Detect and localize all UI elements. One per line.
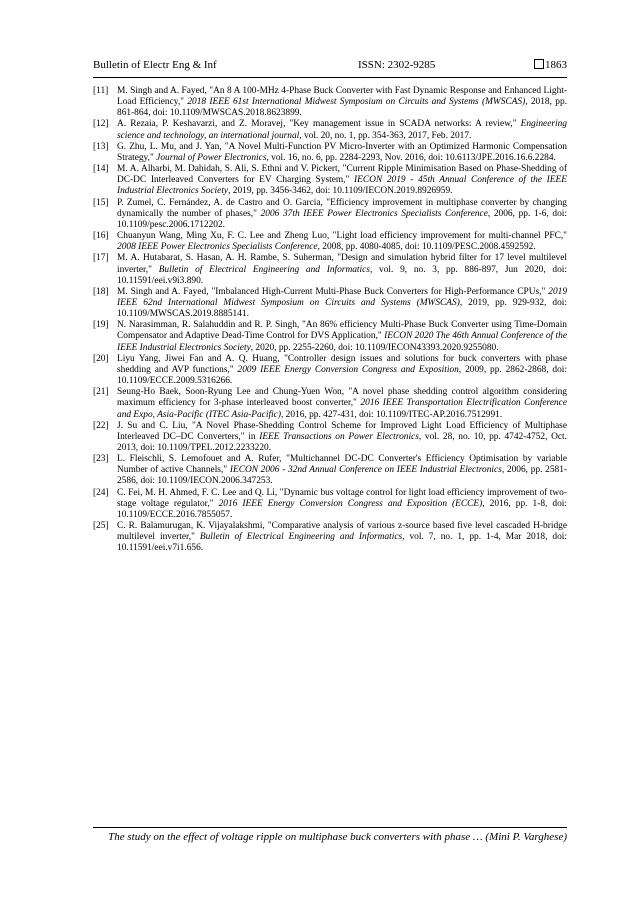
reference-item <box>93 164 567 197</box>
reference-details: , 2008, pp. 4080-4085, doi: 10.1109/PESC.2008.4592592. <box>317 242 536 253</box>
reference-details: , 2009, pp. 2862-2868, doi: 10.1109/ECCE.2009.5316266. <box>117 364 567 387</box>
reference-number: [12] <box>93 119 109 130</box>
reference-authors-title: M. Singh and A. Fayed, "An 8 A 100-MHz 4-Phase Buck Converter with Fast Dynamic Response and Enhanced Light-Load Efficiency," <box>117 86 567 108</box>
issn: ISSN: 2302-9285 <box>358 59 436 71</box>
reference-item <box>93 86 567 119</box>
reference-venue: 2006 37th IEEE Power Electronics Specialists Conference <box>260 208 488 219</box>
reference-venue: 2016 IEEE Transportation Electrification Conference and Expo, Asia-Pacific (ITEC Asia-Pacific) <box>117 398 567 420</box>
reference-authors-title: N. Narasimman, R. Salahuddin and R. P. Singh, "An 86% efficiency Multi-Phase Buck Converter using Time-Domain Compensator and Adaptive Dead-Time Control for DVS Application," <box>117 320 567 342</box>
reference-authors-title: Liyu Yang, Jiwei Fan and A. Q. Huang, "Controller design issues and solutions for buck converters with phase shedding and AVP functions," <box>117 353 567 375</box>
reference-authors-title: C. R. Balamurugan, K. Vijayalakshmi, "Comparative analysis of various z-source based five level cascaded H-bridge multilevel inverter," <box>117 521 567 543</box>
reference-number: [11] <box>93 86 109 96</box>
reference-authors-title: M. A. Hutabarat, S. Hasan, A. H. Rambe, S. Suherman, "Design and simulation hybrid filter for 17 level multilevel inverter," <box>117 253 567 275</box>
reference-number: [13] <box>93 141 109 152</box>
reference-item <box>93 198 567 231</box>
reference-list <box>93 86 567 555</box>
reference-details: , 2006, pp. 1-6, doi: 10.1109/pesc.2006.1712202. <box>117 208 568 230</box>
reference-item <box>93 421 567 454</box>
reference-authors-title: A. Rezaia, P. Keshavarzi, and Z. Moravej, "Key management issue in SCADA networks: A review," <box>117 119 521 130</box>
reference-number: [18] <box>93 286 109 297</box>
page-header <box>93 57 567 78</box>
reference-item <box>93 354 567 387</box>
reference-item <box>93 119 567 141</box>
reference-authors-title: L. Fleischli, S. Lemofouet and A. Rufer, "Multichannel DC-DC Converter's Efficiency Optimisation by variable Number of active Channels," <box>117 454 567 476</box>
reference-venue: IECON 2019 - 45th Annual Conference of the IEEE Industrial Electronics Society <box>117 175 567 197</box>
reference-item <box>93 253 567 286</box>
reference-details: , vol. 7, no. 1, pp. 1-4, Mar 2018, doi: 10.11591/eei.v7i1.656. <box>117 532 567 554</box>
reference-item <box>93 231 567 253</box>
reference-details: , vol. 20, no. 1, pp. 354-363, 2017, Feb. 2017. <box>299 130 472 141</box>
reference-number: [17] <box>93 253 109 264</box>
reference-venue: Engineering science and technology, an international journal <box>117 119 567 141</box>
reference-authors-title: M. A. Alharbi, M. Dahidah, S. Ali, S. Ethni and V. Pickert, "Current Ripple Minimisation Based on Phase-Shedding of DC-DC Interleaved Converters for EV Charging System," <box>117 164 567 186</box>
reference-venue: 2018 IEEE 61st International Midwest Symposium on Circuits and Systems (MWSCAS) <box>187 97 526 108</box>
reference-item <box>93 521 567 554</box>
reference-authors-title: Chuanyun Wang, Ming Xu, F. C. Lee and Zheng Luo, "Light load efficiency improvement for multi-channel PFC," <box>117 231 567 242</box>
reference-details: , vol. 16, no. 6, pp. 2284-2293, Nov. 2016, doi: 10.6113/JPE.2016.16.6.2284. <box>266 152 556 163</box>
reference-venue: Bulletin of Electrical Engineering and Informatics <box>199 532 403 543</box>
page-number-block <box>534 59 567 71</box>
reference-authors-title: M. Singh and A. Fayed, "Imbalanced High-Current Multi-Phase Buck Converters for High-Performance CPUs," <box>117 286 549 297</box>
reference-venue: 2009 IEEE Energy Conversion Congress and Exposition <box>237 364 459 375</box>
page-footer <box>93 827 567 843</box>
reference-number: [22] <box>93 420 109 431</box>
reference-authors-title: Seung-Ho Baek, Soon-Ryung Lee and Chung-Yuen Won, "A novel phase shedding control algorithm considering maximum efficiency for 3-phase interleaved boost converter," <box>117 387 567 409</box>
reference-venue: 2016 IEEE Energy Conversion Congress and Exposition (ECCE) <box>218 498 483 509</box>
reference-details: , 2019, pp. 929-932, doi: 10.1109/MWSCAS.2019.8885141. <box>117 297 567 320</box>
reference-venue: IECON 2006 - 32nd Annual Conference on IEEE Industrial Electronics <box>229 465 502 476</box>
reference-number: [14] <box>93 164 109 175</box>
reference-number: [21] <box>93 387 109 398</box>
reference-number: [24] <box>93 487 109 498</box>
reference-venue: 2019 IEEE 62nd International Midwest Symposium on Circuits and Systems (MWSCAS) <box>117 286 567 308</box>
reference-authors-title: G. Zhu, L. Mu, and J. Yan, "A Novel Multi-Function PV Micro-Inverter with an Optimized Harmonic Compensation Strategy," <box>117 141 567 163</box>
reference-item <box>93 142 567 164</box>
reference-details: , 2020, pp. 2255-2260, doi: 10.1109/IECON43393.2020.9255080. <box>250 342 499 353</box>
reference-number: [15] <box>93 197 109 208</box>
reference-details: , 2018, pp. 861-864, doi: 10.1109/MWSCAS.2018.8623899. <box>117 97 567 119</box>
reference-details: , 2006, pp. 2581-2586, doi: 10.1109/IECON.2006.347253. <box>117 465 568 487</box>
reference-number: [19] <box>93 320 109 331</box>
journal-name: Bulletin of Electr Eng & Inf <box>93 59 217 71</box>
reference-venue: Journal of Power Electronics <box>156 152 267 163</box>
page-number: 1863 <box>545 59 567 71</box>
reference-number: [23] <box>93 454 109 465</box>
reference-details: , vol. 28, no. 10, pp. 4742-4752, Oct. 2013, doi: 10.1109/TPEL.2012.2233220. <box>117 431 568 453</box>
reference-details: , 2019, pp. 3456-3462, doi: 10.1109/IECON.2019.8926959. <box>228 186 453 197</box>
reference-item <box>93 287 567 320</box>
footer-text: The study on the effect of voltage ripple on multiphase buck converters with phase … (Mini P. Varghese) <box>108 831 567 843</box>
reference-venue: Bulletin of Electrical Engineering and Informatics <box>158 264 370 275</box>
square-icon <box>534 59 544 69</box>
reference-number: [25] <box>93 521 109 532</box>
reference-item <box>93 320 567 353</box>
reference-venue: IEEE Transactions on Power Electronics <box>259 431 419 442</box>
reference-authors-title: C. Fei, M. H. Ahmed, F. C. Lee and Q. Li, "Dynamic bus voltage control for light load efficiency improvement of two-stage voltage regulator," <box>117 487 567 509</box>
reference-number: [16] <box>93 231 109 242</box>
reference-venue: 2008 IEEE Power Electronics Specialists Conference <box>117 242 318 253</box>
reference-item <box>93 488 567 521</box>
reference-number: [20] <box>93 353 109 364</box>
reference-item <box>93 387 567 420</box>
reference-details: , vol. 9, no. 3, pp. 886-897, Jun 2020, doi: 10.11591/eei.v9i3.890. <box>117 264 567 286</box>
reference-details: , 2016, pp. 1-8, doi: 10.1109/ECCE.2016.7855057. <box>117 498 567 520</box>
reference-item <box>93 454 567 487</box>
reference-details: , 2016, pp. 427-431, doi: 10.1109/ITEC-AP.2016.7512991. <box>280 409 503 420</box>
reference-authors-title: J. Su and C. Liu, "A Novel Phase-Shedding Control Scheme for Improved Light Load Efficiency of Multiphase Interleaved DC–DC Converters," in <box>117 420 567 442</box>
reference-authors-title: P. Zumel, C. Fernández, A. de Castro and O. Garcia, "Efficiency improvement in multiphase converter by changing dynamically the number of phases," <box>117 197 567 219</box>
reference-venue: IECON 2020 The 46th Annual Conference of the IEEE Industrial Electronics Society <box>117 331 567 353</box>
